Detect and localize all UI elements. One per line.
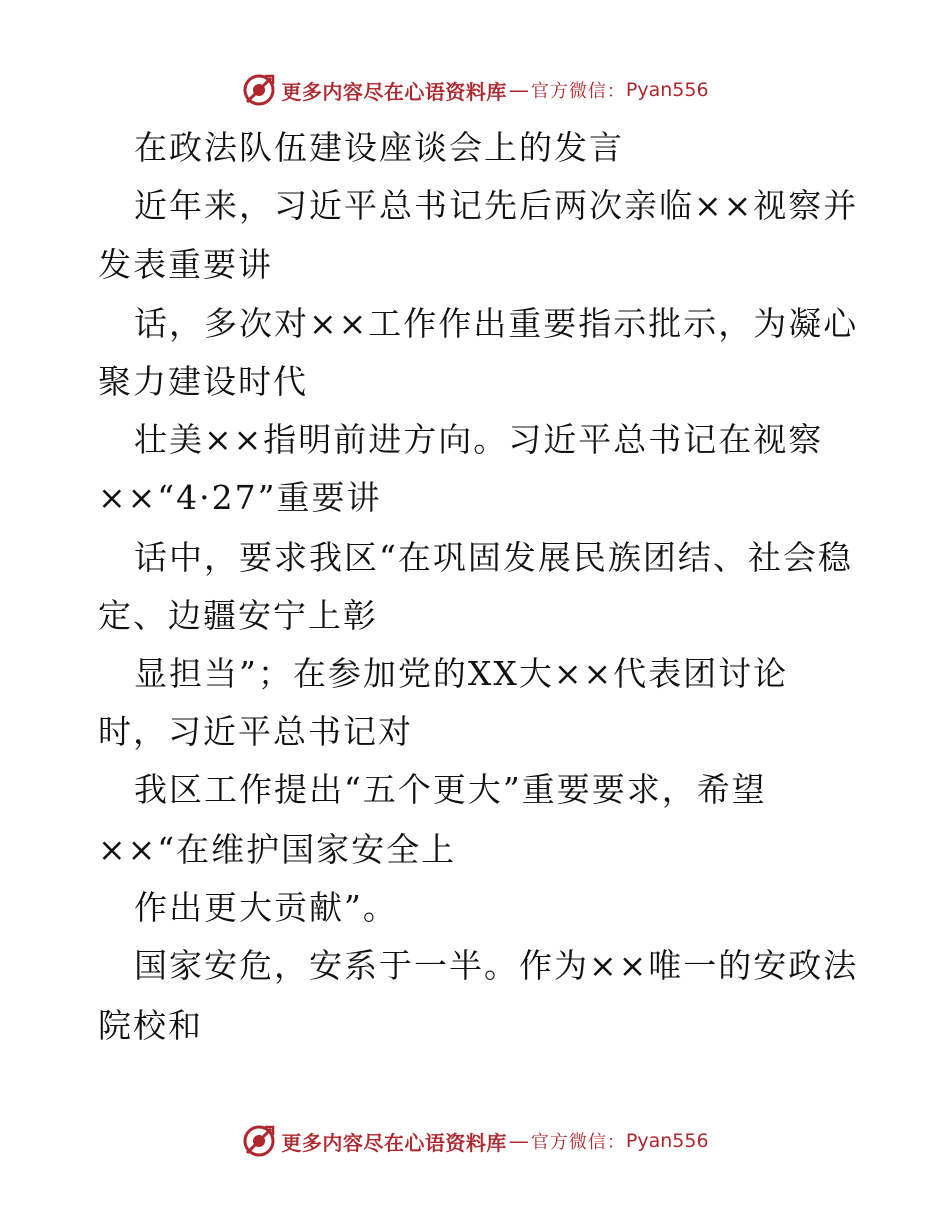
banner-dash: — xyxy=(508,78,529,102)
banner-main-text: 更多内容尽在心语资料库 xyxy=(281,79,507,104)
brand-logo-icon xyxy=(241,1123,277,1159)
paragraph-line: 作出更大贡献”。 xyxy=(134,888,398,927)
paragraph-line: ××“在维护国家安全上 xyxy=(98,830,457,869)
banner-main-text: 更多内容尽在心语资料库 xyxy=(281,1130,507,1155)
banner-wechat-id: Pyan556 xyxy=(625,1130,709,1152)
paragraph-line: 话中，要求我区“在巩固发展民族团结、社会稳 xyxy=(134,538,853,577)
paragraph-line: 定、边疆安宁上彰 xyxy=(98,596,378,635)
brand-logo-icon xyxy=(241,72,277,108)
paragraph-line: 聚力建设时代 xyxy=(98,362,308,401)
banner-sub-text: 官方微信： xyxy=(530,1132,626,1153)
paragraph-line: 近年来，习近平总书记先后两次亲临××视察并 xyxy=(134,186,859,225)
paragraph-line: 发表重要讲 xyxy=(98,245,273,284)
banner-wechat-id: Pyan556 xyxy=(625,79,709,101)
header-banner xyxy=(0,70,950,110)
banner-dash: — xyxy=(508,1129,529,1153)
footer-banner xyxy=(0,1121,950,1161)
paragraph-line: ××“4·27”重要讲 xyxy=(98,478,382,517)
paragraph-line: 壮美××指明前进方向。习近平总书记在视察 xyxy=(134,420,824,459)
paragraph-line: 时，习近平总书记对 xyxy=(98,712,413,751)
paragraph-line: 我区工作提出“五个更大”重要要求，希望 xyxy=(134,770,767,809)
paragraph-line: 国家安危，安系于一半。作为××唯一的安政法 xyxy=(134,946,859,985)
banner-sub-text: 官方微信： xyxy=(530,81,626,102)
paragraph-line: 话，多次对××工作作出重要指示批示，为凝心 xyxy=(134,304,859,343)
paragraph-line: 显担当”；在参加党的XX大××代表团讨论 xyxy=(134,654,789,693)
document-title: 在政法队伍建设座谈会上的发言 xyxy=(134,128,624,167)
paragraph-line: 院校和 xyxy=(98,1006,203,1045)
